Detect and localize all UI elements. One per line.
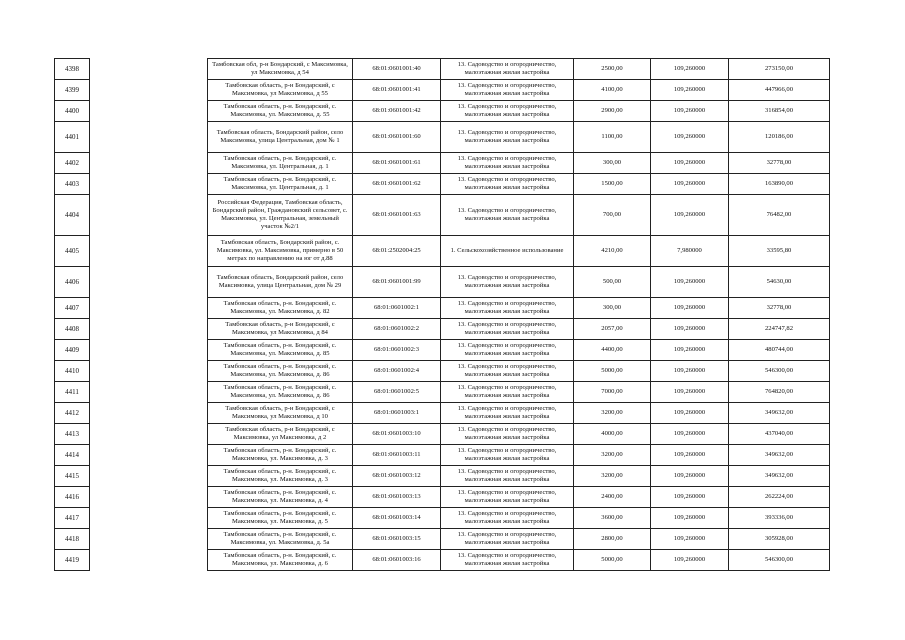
cadastral-number-cell: 68:01:0601002:3 [353, 340, 441, 361]
row-number-cell: 4408 [55, 319, 90, 340]
cadastral-value-cell: 32778,00 [729, 298, 830, 319]
area-cell: 3200,00 [574, 445, 651, 466]
cadastral-value-cell: 764820,00 [729, 382, 830, 403]
address-cell: Тамбовская область, р-н Бондарский, с Максимовка, ул Максимовка, д 84 [208, 319, 353, 340]
table-row [55, 340, 830, 361]
land-use-cell: 13. Садоводство и огородничество, малоэтажная жилая застройка [441, 174, 574, 195]
row-number-cell: 4400 [55, 101, 90, 122]
cadastral-value-cell: 262224,00 [729, 487, 830, 508]
land-use-cell: 13. Садоводство и огородничество, малоэтажная жилая застройка [441, 267, 574, 298]
row-number-cell: 4401 [55, 122, 90, 153]
area-cell: 4000,00 [574, 424, 651, 445]
row-number-cell: 4416 [55, 487, 90, 508]
cadastral-number-cell: 68:01:0601001:41 [353, 80, 441, 101]
land-use-cell: 13. Садоводство и огородничество, малоэтажная жилая застройка [441, 508, 574, 529]
address-cell: Тамбовская область, р-н. Бондарский, с. Максимовка, ул. Максимовка, д. 55 [208, 101, 353, 122]
rate-cell: 109,260000 [651, 529, 729, 550]
cadastral-value-cell: 163890,00 [729, 174, 830, 195]
address-cell: Тамбовская область, р-н Бондарский, с Максимовка, ул Максимовка, д 2 [208, 424, 353, 445]
cadastral-value-cell: 76482,00 [729, 195, 830, 236]
address-cell: Тамбовская область, р-н. Бондарский, с. Максимовка, ул. Максимовка, д. 3 [208, 445, 353, 466]
rate-cell: 109,260000 [651, 508, 729, 529]
gap-cell [90, 174, 208, 195]
rate-cell: 7,980000 [651, 236, 729, 267]
table-row [55, 174, 830, 195]
rate-cell: 109,260000 [651, 466, 729, 487]
gap-cell [90, 382, 208, 403]
table-row [55, 403, 830, 424]
land-use-cell: 13. Садоводство и огородничество, малоэтажная жилая застройка [441, 340, 574, 361]
table-row [55, 59, 830, 80]
row-number-cell: 4404 [55, 195, 90, 236]
row-number-cell: 4398 [55, 59, 90, 80]
land-use-cell: 13. Садоводство и огородничество, малоэтажная жилая застройка [441, 59, 574, 80]
address-cell: Тамбовская область, Бондарский район, село Максимовка, улица Центральная, дом № 29 [208, 267, 353, 298]
gap-cell [90, 445, 208, 466]
area-cell: 300,00 [574, 298, 651, 319]
cadastral-value-cell: 32778,00 [729, 153, 830, 174]
cadastral-value-cell: 349632,00 [729, 466, 830, 487]
area-cell: 700,00 [574, 195, 651, 236]
address-cell: Тамбовская область, р-н. Бондарский, с. Максимовка, ул. Максимовка, д. 82 [208, 298, 353, 319]
gap-cell [90, 236, 208, 267]
gap-cell [90, 550, 208, 571]
land-use-cell: 13. Садоводство и огородничество, малоэтажная жилая застройка [441, 382, 574, 403]
rate-cell: 109,260000 [651, 195, 729, 236]
cadastral-value-cell: 349632,00 [729, 445, 830, 466]
gap-cell [90, 101, 208, 122]
cadastral-number-cell: 68:01:0601002:4 [353, 361, 441, 382]
cadastral-value-cell: 480744,00 [729, 340, 830, 361]
row-number-cell: 4407 [55, 298, 90, 319]
cadastral-number-cell: 68:01:0601003:12 [353, 466, 441, 487]
land-use-cell: 13. Садоводство и огородничество, малоэтажная жилая застройка [441, 195, 574, 236]
gap-cell [90, 466, 208, 487]
rate-cell: 109,260000 [651, 267, 729, 298]
land-use-cell: 13. Садоводство и огородничество, малоэтажная жилая застройка [441, 550, 574, 571]
address-cell: Тамбовская область, р-н. Бондарский, с. Максимовка, ул. Максимовка, д. 3 [208, 466, 353, 487]
cadastral-number-cell: 68:01:0601003:15 [353, 529, 441, 550]
area-cell: 2057,00 [574, 319, 651, 340]
area-cell: 3200,00 [574, 403, 651, 424]
row-number-cell: 4405 [55, 236, 90, 267]
cadastral-number-cell: 68:01:0601001:63 [353, 195, 441, 236]
rate-cell: 109,260000 [651, 59, 729, 80]
table-row [55, 361, 830, 382]
land-use-cell: 13. Садоводство и огородничество, малоэтажная жилая застройка [441, 403, 574, 424]
cadastral-number-cell: 68:01:0601001:42 [353, 101, 441, 122]
gap-cell [90, 298, 208, 319]
cadastral-number-cell: 68:01:0601001:61 [353, 153, 441, 174]
table-row [55, 195, 830, 236]
row-number-cell: 4410 [55, 361, 90, 382]
cadastral-number-cell: 68:01:2502004:25 [353, 236, 441, 267]
area-cell: 4400,00 [574, 340, 651, 361]
area-cell: 4100,00 [574, 80, 651, 101]
row-number-cell: 4419 [55, 550, 90, 571]
rate-cell: 109,260000 [651, 487, 729, 508]
address-cell: Тамбовская область, р-н. Бондарский, с. Максимовка, ул. Центральная, д. 1 [208, 153, 353, 174]
address-cell: Российская Федерация, Тамбовская область, Бондарский район, Граждановский сельсовет, с. Максимовка, ул. Центральная, земельный участок №2/1 [208, 195, 353, 236]
gap-cell [90, 319, 208, 340]
address-cell: Тамбовская область, р-н. Бондарский, с. Максимовка, ул. Максимовка, д. 85 [208, 340, 353, 361]
cadastral-value-cell: 447966,00 [729, 80, 830, 101]
land-use-cell: 13. Садоводство и огородничество, малоэтажная жилая застройка [441, 361, 574, 382]
table-row [55, 508, 830, 529]
cadastral-number-cell: 68:01:0601002:5 [353, 382, 441, 403]
row-number-cell: 4413 [55, 424, 90, 445]
cadastral-value-cell: 33595,80 [729, 236, 830, 267]
table-row [55, 529, 830, 550]
table-row [55, 153, 830, 174]
table-body [55, 59, 830, 571]
cadastral-value-cell: 437040,00 [729, 424, 830, 445]
cadastral-value-cell: 273150,00 [729, 59, 830, 80]
gap-cell [90, 403, 208, 424]
gap-cell [90, 487, 208, 508]
area-cell: 1500,00 [574, 174, 651, 195]
row-number-cell: 4412 [55, 403, 90, 424]
cadastral-value-cell: 224747,82 [729, 319, 830, 340]
gap-cell [90, 267, 208, 298]
land-use-cell: 13. Садоводство и огородничество, малоэтажная жилая застройка [441, 445, 574, 466]
row-number-cell: 4409 [55, 340, 90, 361]
row-number-cell: 4417 [55, 508, 90, 529]
address-cell: Тамбовская область, Бондарский район, с. Максимовка, ул. Максимовка, примерно в 50 метрах по направлению на юг от д.88 [208, 236, 353, 267]
land-use-cell: 13. Садоводство и огородничество, малоэтажная жилая застройка [441, 80, 574, 101]
cadastral-number-cell: 68:01:0601003:16 [353, 550, 441, 571]
address-cell: Тамбовская область, р-н. Бондарский, с. Максимовка, ул. Максимовка, д. 86 [208, 361, 353, 382]
area-cell: 2400,00 [574, 487, 651, 508]
land-use-cell: 13. Садоводство и огородничество, малоэтажная жилая застройка [441, 122, 574, 153]
gap-cell [90, 340, 208, 361]
address-cell: Тамбовская область, р-н. Бондарский, с. Максимовка, ул. Максимовка, д. 5 [208, 508, 353, 529]
cadastral-value-cell: 546300,00 [729, 550, 830, 571]
table-row [55, 466, 830, 487]
area-cell: 4210,00 [574, 236, 651, 267]
cadastral-number-cell: 68:01:0601003:11 [353, 445, 441, 466]
rate-cell: 109,260000 [651, 445, 729, 466]
area-cell: 3200,00 [574, 466, 651, 487]
rate-cell: 109,260000 [651, 122, 729, 153]
gap-cell [90, 529, 208, 550]
cadastral-value-cell: 316854,00 [729, 101, 830, 122]
land-use-cell: 13. Садоводство и огородничество, малоэтажная жилая застройка [441, 529, 574, 550]
cadastral-number-cell: 68:01:0601002:1 [353, 298, 441, 319]
table-row [55, 122, 830, 153]
cadastral-number-cell: 68:01:0601003:14 [353, 508, 441, 529]
table-row [55, 298, 830, 319]
land-use-cell: 13. Садоводство и огородничество, малоэтажная жилая застройка [441, 153, 574, 174]
table-row [55, 424, 830, 445]
table-row [55, 487, 830, 508]
area-cell: 5000,00 [574, 361, 651, 382]
cadastral-number-cell: 68:01:0601003:10 [353, 424, 441, 445]
row-number-cell: 4411 [55, 382, 90, 403]
gap-cell [90, 195, 208, 236]
rate-cell: 109,260000 [651, 319, 729, 340]
gap-cell [90, 508, 208, 529]
address-cell: Тамбовская область, р-н. Бондарский, с. Максимовка, ул. Максимовка, д. 4 [208, 487, 353, 508]
address-cell: Тамбовская обл, р-н Бондарский, с Максимовка, ул Максимовка, д 54 [208, 59, 353, 80]
rate-cell: 109,260000 [651, 361, 729, 382]
area-cell: 2800,00 [574, 529, 651, 550]
row-number-cell: 4403 [55, 174, 90, 195]
cadastral-value-cell: 546300,00 [729, 361, 830, 382]
land-use-cell: 13. Садоводство и огородничество, малоэтажная жилая застройка [441, 319, 574, 340]
area-cell: 2500,00 [574, 59, 651, 80]
area-cell: 500,00 [574, 267, 651, 298]
area-cell: 5000,00 [574, 550, 651, 571]
land-use-cell: 1. Сельскохозяйственное использование [441, 236, 574, 267]
gap-cell [90, 153, 208, 174]
table-row [55, 236, 830, 267]
table-row [55, 101, 830, 122]
area-cell: 3600,00 [574, 508, 651, 529]
rate-cell: 109,260000 [651, 174, 729, 195]
table-row [55, 80, 830, 101]
rate-cell: 109,260000 [651, 80, 729, 101]
rate-cell: 109,260000 [651, 153, 729, 174]
cadastral-number-cell: 68:01:0601001:60 [353, 122, 441, 153]
gap-cell [90, 361, 208, 382]
area-cell: 2900,00 [574, 101, 651, 122]
land-use-cell: 13. Садоводство и огородничество, малоэтажная жилая застройка [441, 466, 574, 487]
table-row [55, 382, 830, 403]
rate-cell: 109,260000 [651, 403, 729, 424]
area-cell: 1100,00 [574, 122, 651, 153]
address-cell: Тамбовская область, р-н. Бондарский, с. Максимовка, ул. Максимовка, д. 86 [208, 382, 353, 403]
address-cell: Тамбовская область, р-н Бондарский, с Максимовка, ул Максимовка, д 10 [208, 403, 353, 424]
row-number-cell: 4415 [55, 466, 90, 487]
row-number-cell: 4402 [55, 153, 90, 174]
gap-cell [90, 80, 208, 101]
table-row [55, 267, 830, 298]
rate-cell: 109,260000 [651, 382, 729, 403]
row-number-cell: 4418 [55, 529, 90, 550]
land-use-cell: 13. Садоводство и огородничество, малоэтажная жилая застройка [441, 298, 574, 319]
address-cell: Тамбовская область, р-н. Бондарский, с. Максимовка, ул. Максимовка, д. 6 [208, 550, 353, 571]
area-cell: 300,00 [574, 153, 651, 174]
land-use-cell: 13. Садоводство и огородничество, малоэтажная жилая застройка [441, 424, 574, 445]
address-cell: Тамбовская область, р-н. Бондарский, с. Максимовка, ул. Максимовка, д. 5а [208, 529, 353, 550]
cadastral-number-cell: 68:01:0601001:99 [353, 267, 441, 298]
row-number-cell: 4399 [55, 80, 90, 101]
cadastral-number-cell: 68:01:0601001:40 [353, 59, 441, 80]
area-cell: 7000,00 [574, 382, 651, 403]
gap-cell [90, 424, 208, 445]
rate-cell: 109,260000 [651, 340, 729, 361]
row-number-cell: 4414 [55, 445, 90, 466]
address-cell: Тамбовская область, р-н. Бондарский, с. Максимовка, ул. Центральная, д. 1 [208, 174, 353, 195]
rate-cell: 109,260000 [651, 298, 729, 319]
cadastral-number-cell: 68:01:0601001:62 [353, 174, 441, 195]
gap-cell [90, 122, 208, 153]
cadastral-value-cell: 349632,00 [729, 403, 830, 424]
cadastral-value-cell: 120186,00 [729, 122, 830, 153]
cadastral-number-cell: 68:01:0601003:13 [353, 487, 441, 508]
rate-cell: 109,260000 [651, 424, 729, 445]
rate-cell: 109,260000 [651, 550, 729, 571]
cadastral-value-cell: 393336,00 [729, 508, 830, 529]
cadastral-number-cell: 68:01:0601003:1 [353, 403, 441, 424]
address-cell: Тамбовская область, р-н Бондарский, с Максимовка, ул Максимовка, д 55 [208, 80, 353, 101]
gap-cell [90, 59, 208, 80]
table-row [55, 550, 830, 571]
table-row [55, 319, 830, 340]
land-use-cell: 13. Садоводство и огородничество, малоэтажная жилая застройка [441, 101, 574, 122]
cadastral-number-cell: 68:01:0601002:2 [353, 319, 441, 340]
rate-cell: 109,260000 [651, 101, 729, 122]
row-number-cell: 4406 [55, 267, 90, 298]
cadastral-value-cell: 54630,00 [729, 267, 830, 298]
land-use-cell: 13. Садоводство и огородничество, малоэтажная жилая застройка [441, 487, 574, 508]
address-cell: Тамбовская область, Бондарский район, село Максимовка, улица Центральная, дом № 1 [208, 122, 353, 153]
land-registry-table [54, 58, 830, 571]
table-row [55, 445, 830, 466]
cadastral-value-cell: 305928,00 [729, 529, 830, 550]
